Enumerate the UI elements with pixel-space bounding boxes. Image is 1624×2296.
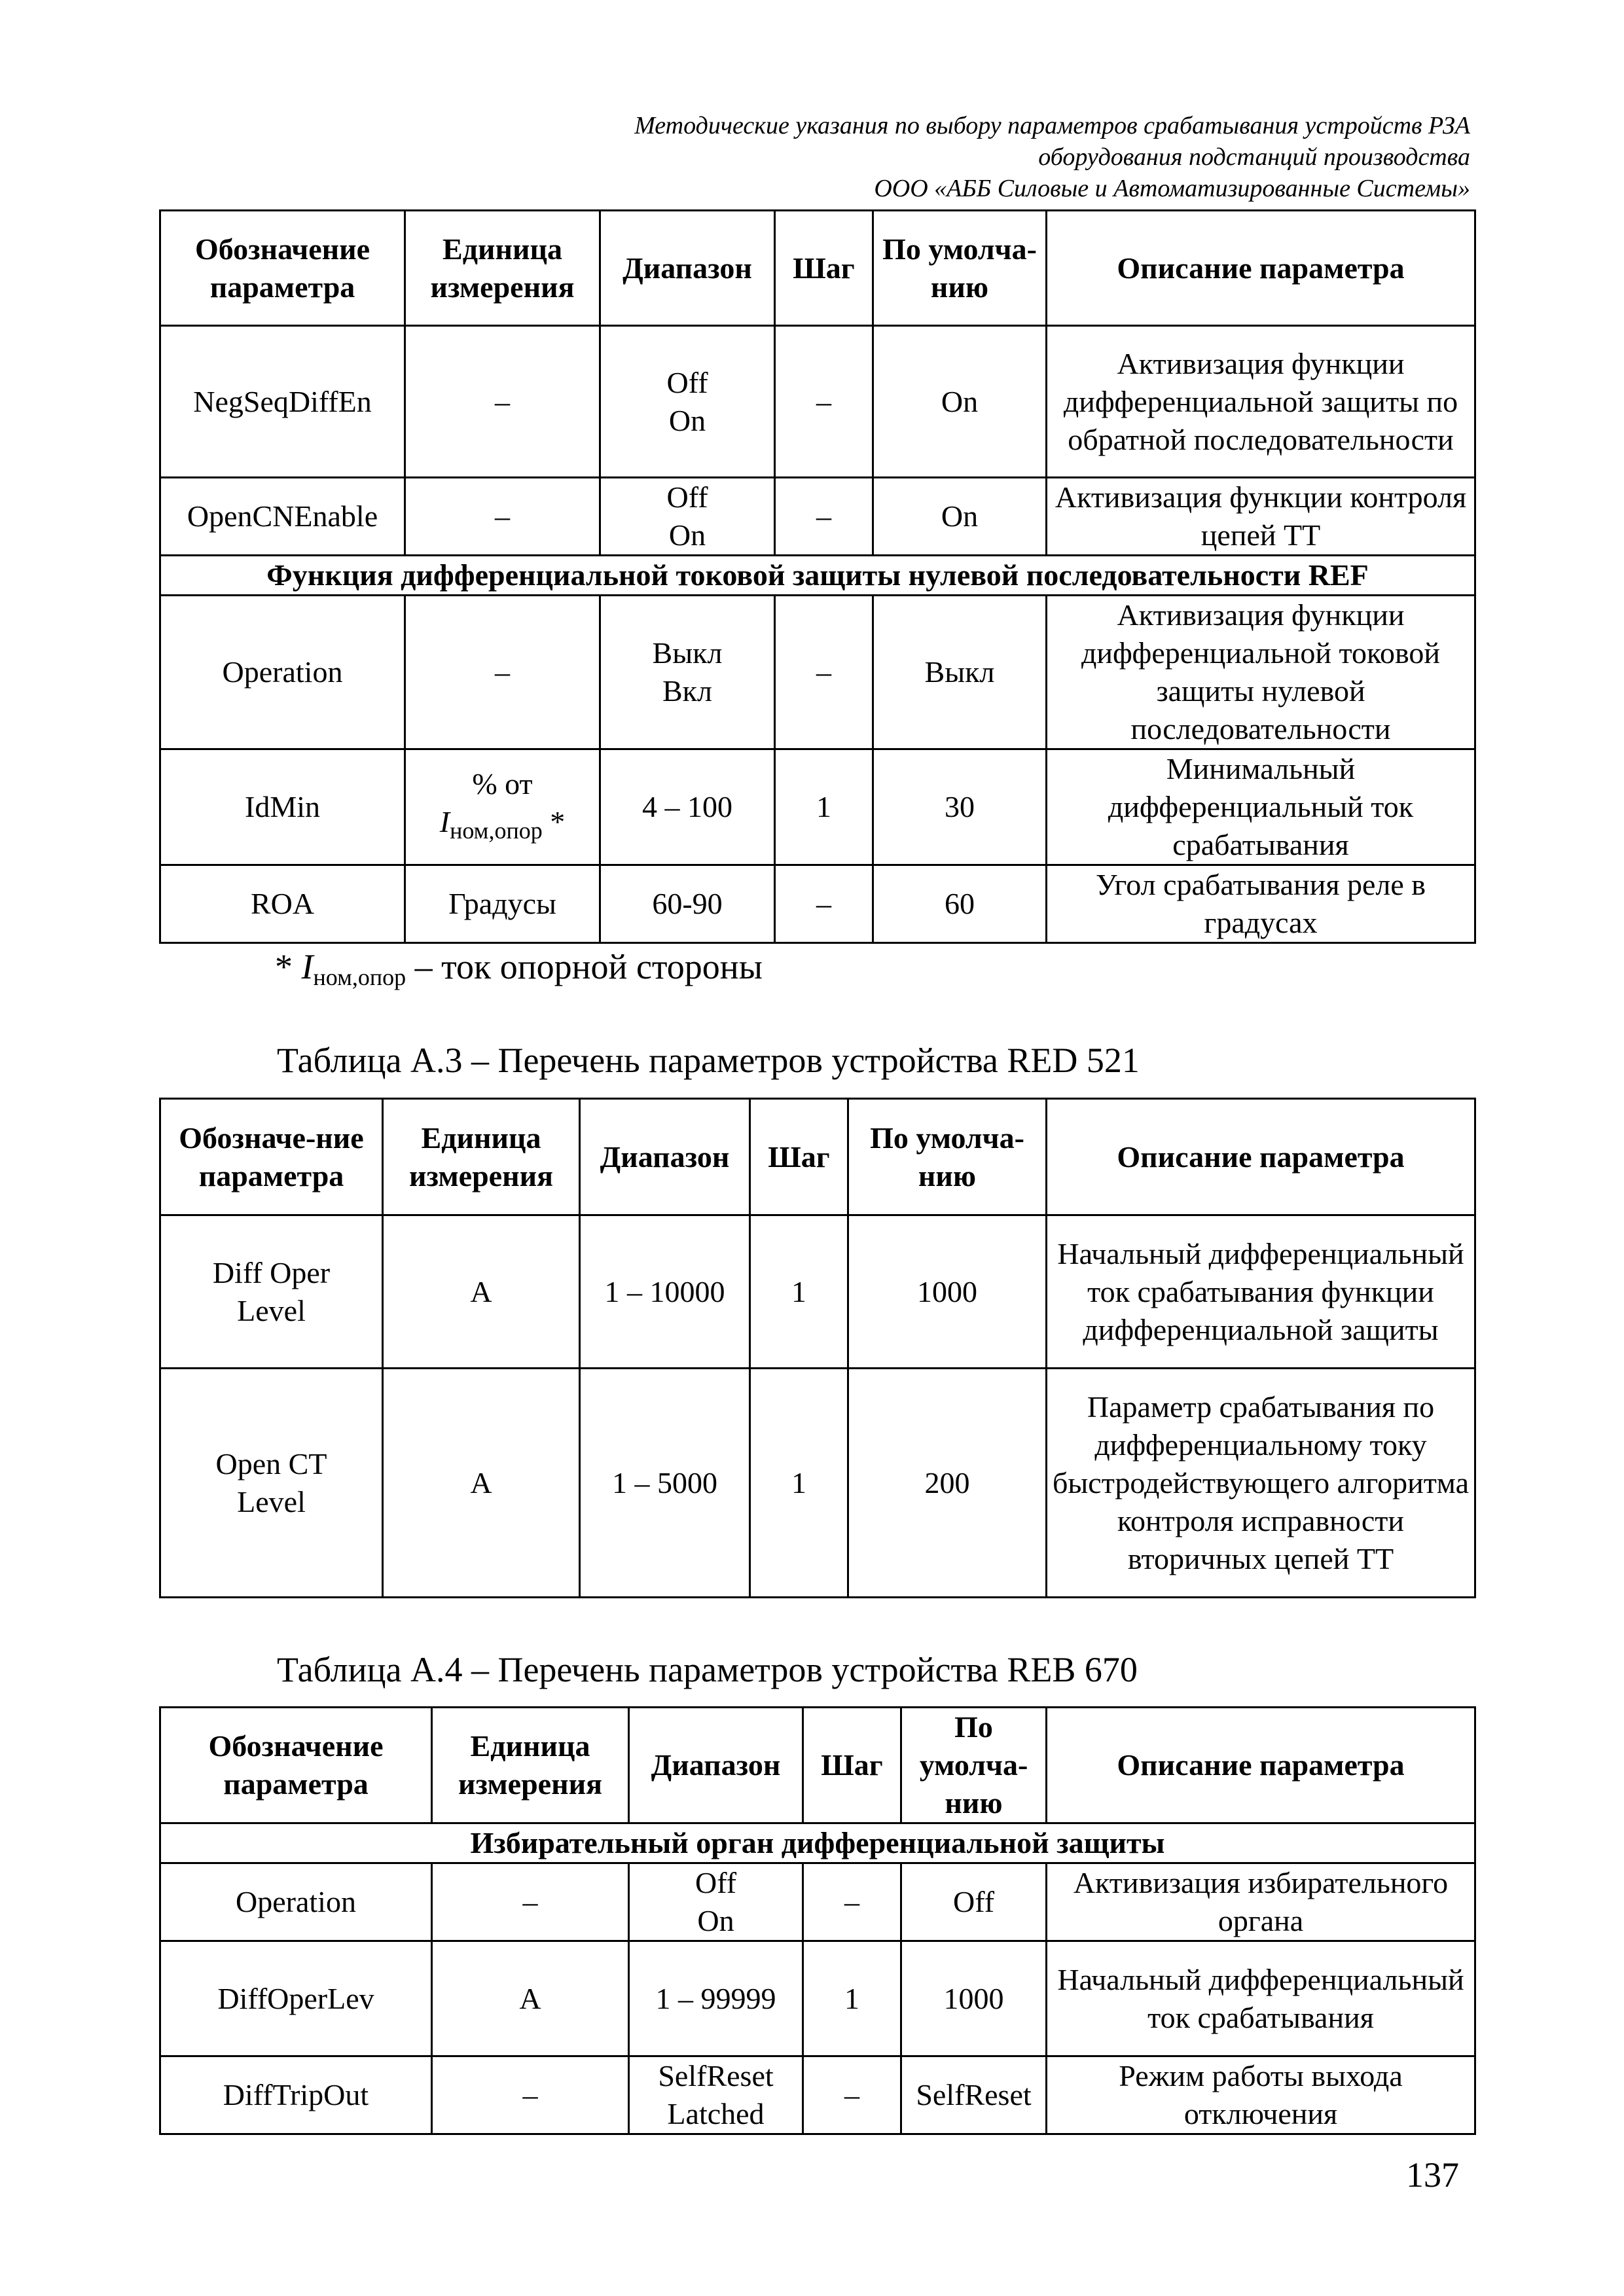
section-row [160, 556, 1475, 596]
param-step: – [775, 478, 873, 556]
col-header-step: Шаг [750, 1099, 848, 1215]
col-header-name: Обозначе-ние параметра [160, 1099, 383, 1215]
col-header-range: Диапазон [629, 1708, 803, 1823]
col-header-unit: Единица измерения [405, 211, 600, 326]
table-a3-caption: Таблица А.3 – Перечень параметров устройства RED 521 [277, 1041, 1140, 1080]
col-header-name: Обозначение параметра [160, 1708, 432, 1823]
param-default: 30 [873, 749, 1047, 865]
param-range: Off On [600, 478, 775, 556]
param-range: 1 – 99999 [629, 1941, 803, 2056]
section-title: Функция дифференциальной токовой защиты нулевой последовательности REF [160, 556, 1475, 596]
param-name: IdMin [160, 749, 405, 865]
param-default: 200 [848, 1369, 1047, 1598]
param-description: Начальный дифференциальный ток срабатывания функции дифференциальной защиты [1047, 1215, 1475, 1369]
param-description: Активизация избирательного органа [1047, 1863, 1475, 1941]
table-row [160, 749, 1475, 865]
parameters-table-continued [159, 209, 1476, 944]
param-default: 60 [873, 865, 1047, 943]
col-header-step: Шаг [803, 1708, 901, 1823]
param-default: 1000 [901, 1941, 1047, 2056]
param-description: Активизация функции дифференциальной токовой защиты нулевой последовательности [1047, 596, 1475, 749]
param-description: Активизация функции дифференциальной защиты по обратной последовательности [1047, 326, 1475, 478]
param-name: DiffTripOut [160, 2056, 432, 2134]
param-unit: А [432, 1941, 629, 2056]
table-header-row [160, 1099, 1475, 1215]
param-name: DiffOperLev [160, 1941, 432, 2056]
table-header-row [160, 211, 1475, 326]
col-header-description: Описание параметра [1047, 211, 1475, 326]
table-row [160, 478, 1475, 556]
param-step: – [775, 596, 873, 749]
param-unit: А [383, 1369, 580, 1598]
param-description: Минимальный дифференциальный ток срабатывания [1047, 749, 1475, 865]
table-a3 [159, 1098, 1476, 1598]
param-default: On [873, 478, 1047, 556]
page-number: 137 [1406, 2155, 1459, 2195]
param-default: Off [901, 1863, 1047, 1941]
col-header-range: Диапазон [580, 1099, 750, 1215]
param-unit: – [432, 1863, 629, 1941]
section-row [160, 1823, 1475, 1863]
col-header-description: Описание параметра [1047, 1099, 1475, 1215]
param-name: ROA [160, 865, 405, 943]
header-line-2: оборудования подстанций производства [1038, 143, 1470, 171]
param-name: Diff Oper Level [160, 1215, 383, 1369]
param-range: 1 – 10000 [580, 1215, 750, 1369]
table-header-row [160, 1708, 1475, 1823]
param-description: Параметр срабатывания по дифференциальному току быстродействующего алгоритма контроля исправности вторичных цепей ТТ [1047, 1369, 1475, 1598]
param-unit: Градусы [405, 865, 600, 943]
col-header-default: По умолча-нию [901, 1708, 1047, 1823]
param-step: – [803, 2056, 901, 2134]
table-row [160, 1941, 1475, 2056]
param-range: 60-90 [600, 865, 775, 943]
param-range: Выкл Вкл [600, 596, 775, 749]
header-line-3: ООО «АББ Силовые и Автоматизированные Системы» [874, 175, 1470, 202]
param-step: 1 [775, 749, 873, 865]
col-header-default: По умолча-нию [873, 211, 1047, 326]
col-header-unit: Единица измерения [383, 1099, 580, 1215]
col-header-name: Обозначение параметра [160, 211, 405, 326]
param-range: Off On [629, 1863, 803, 1941]
param-range: Off On [600, 326, 775, 478]
param-name: Operation [160, 1863, 432, 1941]
param-description: Угол срабатывания реле в градусах [1047, 865, 1475, 943]
param-description: Начальный дифференциальный ток срабатывания [1047, 1941, 1475, 2056]
table-row [160, 2056, 1475, 2134]
col-header-range: Диапазон [600, 211, 775, 326]
param-range: 1 – 5000 [580, 1369, 750, 1598]
param-default: Выкл [873, 596, 1047, 749]
param-default: SelfReset [901, 2056, 1047, 2134]
param-description: Активизация функции контроля цепей ТТ [1047, 478, 1475, 556]
col-header-default: По умолча-нию [848, 1099, 1047, 1215]
param-unit: % от $I_{ном,опор}$ * [405, 749, 600, 865]
param-step: – [775, 865, 873, 943]
table-a4 [159, 1706, 1476, 2135]
param-description: Режим работы выхода отключения [1047, 2056, 1475, 2134]
param-default: On [873, 326, 1047, 478]
param-unit: – [405, 596, 600, 749]
running-header [458, 110, 1470, 204]
param-name: Open CT Level [160, 1369, 383, 1598]
table-row [160, 596, 1475, 749]
table-row [160, 1863, 1475, 1941]
param-default: 1000 [848, 1215, 1047, 1369]
table-row [160, 865, 1475, 943]
col-header-step: Шаг [775, 211, 873, 326]
param-step: 1 [803, 1941, 901, 2056]
col-header-unit: Единица измерения [432, 1708, 629, 1823]
param-step: 1 [750, 1369, 848, 1598]
param-unit: – [405, 478, 600, 556]
param-step: – [775, 326, 873, 478]
header-line-1: Методические указания по выбору параметров срабатывания устройств РЗА [634, 112, 1470, 139]
table-row [160, 1369, 1475, 1598]
table-row [160, 326, 1475, 478]
param-name: OpenCNEnable [160, 478, 405, 556]
param-name: Operation [160, 596, 405, 749]
table-row [160, 1215, 1475, 1369]
param-name: NegSeqDiffEn [160, 326, 405, 478]
section-title: Избирательный орган дифференциальной защиты [160, 1823, 1475, 1863]
param-range: SelfReset Latched [629, 2056, 803, 2134]
param-step: – [803, 1863, 901, 1941]
param-unit: – [432, 2056, 629, 2134]
footnote: * $I_{ном,опор}$ – ток опорной стороны [275, 947, 763, 990]
param-step: 1 [750, 1215, 848, 1369]
param-unit: А [383, 1215, 580, 1369]
col-header-description: Описание параметра [1047, 1708, 1475, 1823]
table-a4-caption: Таблица А.4 – Перечень параметров устройства REB 670 [277, 1650, 1138, 1689]
param-range: 4 – 100 [600, 749, 775, 865]
param-unit: – [405, 326, 600, 478]
